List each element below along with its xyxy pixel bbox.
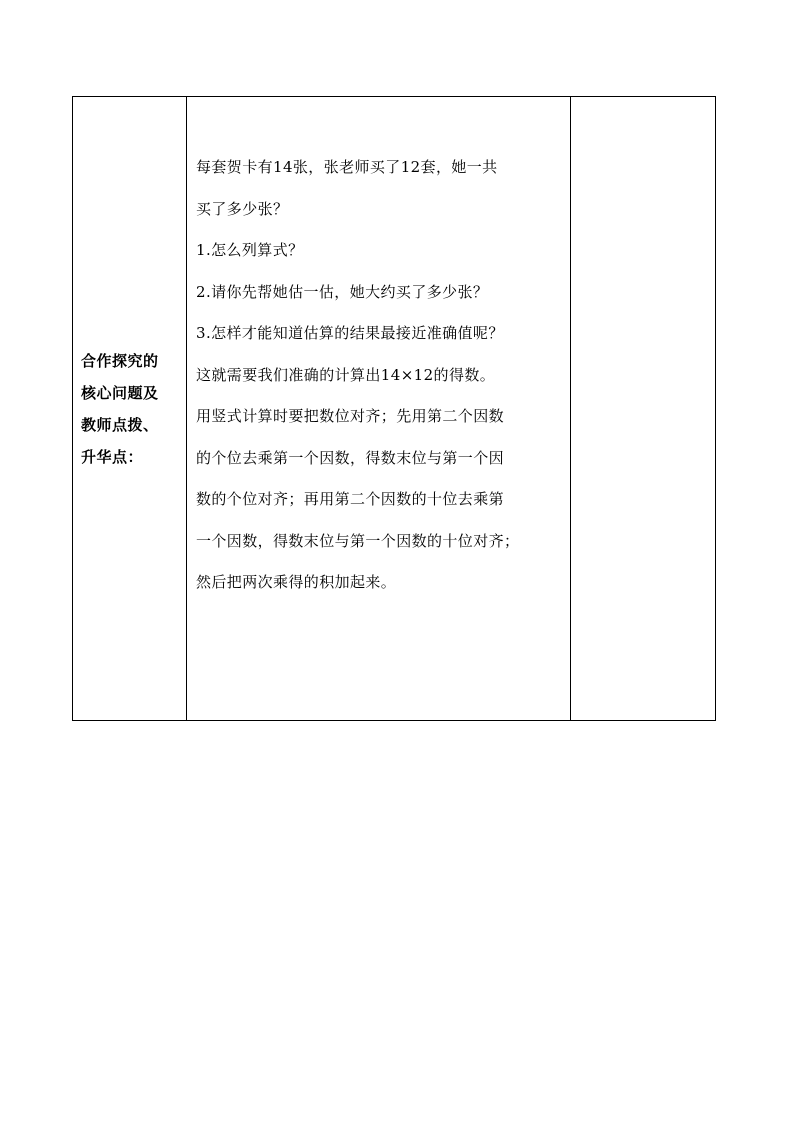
content-line: 一个因数，得数末位与第一个因数的十位对齐； [196, 531, 520, 550]
content-cell [187, 97, 571, 721]
notes-cell [571, 97, 716, 721]
content-line: 数的个位对齐；再用第二个因数的十位去乘第 [196, 490, 505, 508]
content-line: 的个位去乘第一个因数，得数末位与第一个因 [196, 448, 505, 467]
table-row [73, 97, 716, 721]
content-line: 用竖式计算时要把数位对齐；先用第二个因数 [196, 407, 505, 425]
content-line: 这就需要我们准确的计算出14×12的得数。 [196, 365, 496, 384]
content-line: 1.怎么列算式？ [196, 241, 304, 259]
content-line: 每套贺卡有14张，张老师买了12套，她一共 [196, 158, 498, 176]
content-line: 3.怎样才能知道估算的结果最接近准确值呢？ [196, 324, 504, 342]
content-line: 买了多少张？ [196, 199, 289, 218]
content-line: 然后把两次乘得的积加起来。 [196, 573, 397, 591]
section-label-cell [73, 97, 187, 721]
lesson-plan-table [72, 96, 716, 721]
content-line: 2.请你先帮她估一估，她大约买了多少张？ [196, 282, 489, 301]
section-label: 合作探究的 核心问题及 教师点拨、 升华点： [81, 351, 159, 466]
